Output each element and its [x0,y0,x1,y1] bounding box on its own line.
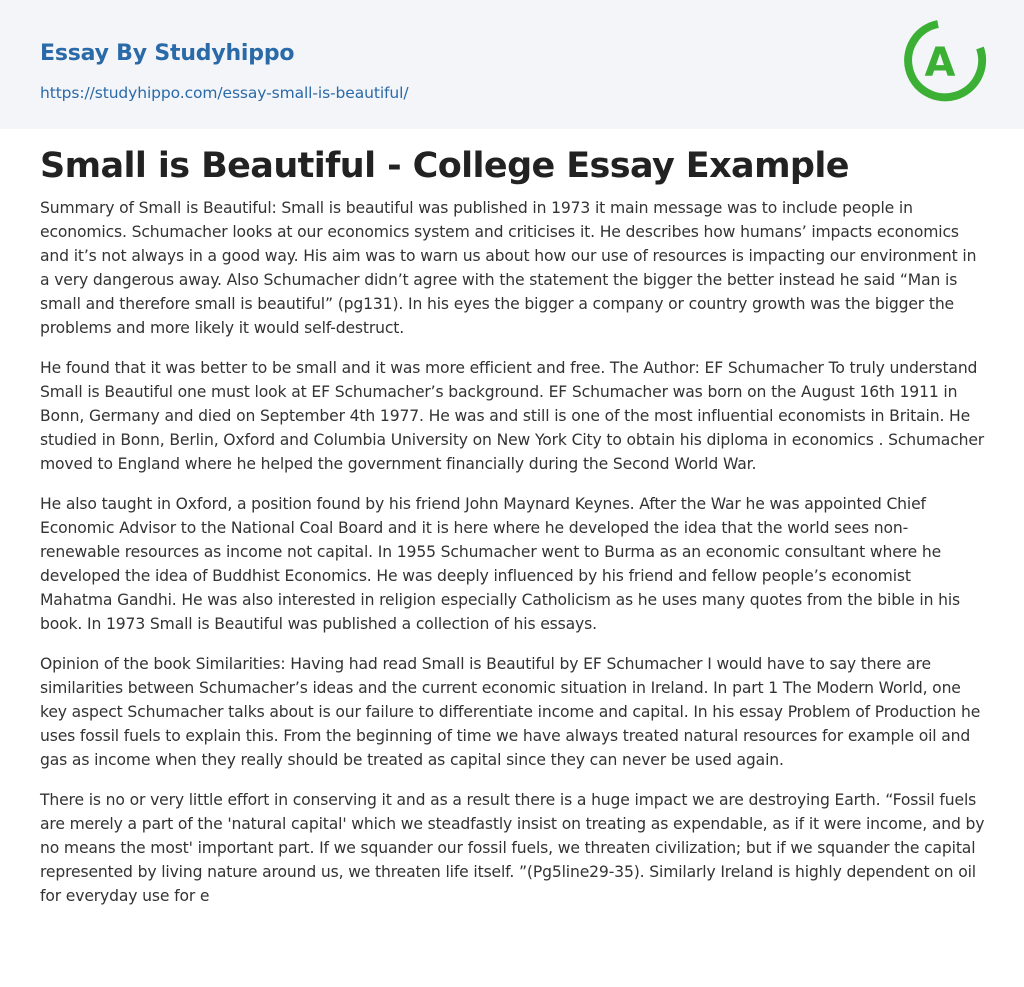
essay-title: Small is Beautiful - College Essay Example [40,146,849,186]
logo-letter: A [924,40,956,86]
studyhippo-logo-icon[interactable] [904,18,990,104]
essay-paragraph: He found that it was better to be small and it was more efficient and free. The Author: EF Schumacher To truly understand Small is Beautiful one must look at EF Schumacher’s background. EF Schumacher was born on the August 16th 1911 in Bonn, Germany and died on September 4th 1977. He was and still is one of the most influential economists in Britain. He studied in Bonn, Berlin, Oxford and Columbia University on New York City to obtain his diploma in economics . Schumacher moved to England where he helped the government financially during the Second World War. [40,359,985,473]
essay-paragraph: He also taught in Oxford, a position found by his friend John Maynard Keynes. After the War he was appointed Chief Economic Advisor to the National Coal Board and it is here where he developed the idea that the world sees non-renewable resources as income not capital. In 1955 Schumacher went to Burma as an economic consultant where he developed the idea of Buddhist Economics. He was deeply influenced by his friend and fellow people’s economist Mahatma Gandhi. He was also interested in religion especially Catholicism as he uses many quotes from the bible in his book. In 1973 Small is Beautiful was published a collection of his essays. [40,495,961,633]
source-url-link[interactable]: https://studyhippo.com/essay-small-is-beautiful/ [40,84,409,102]
site-brand[interactable]: Essay By Studyhippo [40,41,295,66]
essay-body [40,196,985,924]
essay-paragraph: Summary of Small is Beautiful: Small is beautiful was published in 1973 it main message was to include people in economics. Schumacher looks at our economics system and criticises it. He describes how humans’ impacts economics and it’s not always in a good way. His aim was to warn us about how our use of resources is impacting our environment in a very dangerous away. Also Schumacher didn’t agree with the statement the bigger the better instead he said “Man is small and therefore small is beautiful” (pg131). In his eyes the bigger a company or country growth was the bigger the problems and more likely it would self-destruct. [40,199,977,337]
essay-paragraph: There is no or very little effort in conserving it and as a result there is a huge impact we are destroying Earth. “Fossil fuels are merely a part of the 'natural capital' which we steadfastly insist on treating as expendable, as if it were income, and by no means the most' important part. If we squander our fossil fuels, we threaten civilization; but if we squander the capital represented by living nature around us, we threaten life itself. ”(Pg5line29-35). Similarly Ireland is highly dependent on oil for everyday use for e [40,791,985,905]
page-header [0,0,1024,129]
essay-paragraph: Opinion of the book Similarities: Having had read Small is Beautiful by EF Schumacher I would have to say there are similarities between Schumacher’s ideas and the current economic situation in Ireland. In part 1 The Modern World, one key aspect Schumacher talks about is our failure to differentiate income and capital. In his essay Problem of Production he uses fossil fuels to explain this. From the beginning of time we have always treated natural resources for example oil and gas as income when they really should be treated as capital since they can never be used again. [40,655,981,769]
